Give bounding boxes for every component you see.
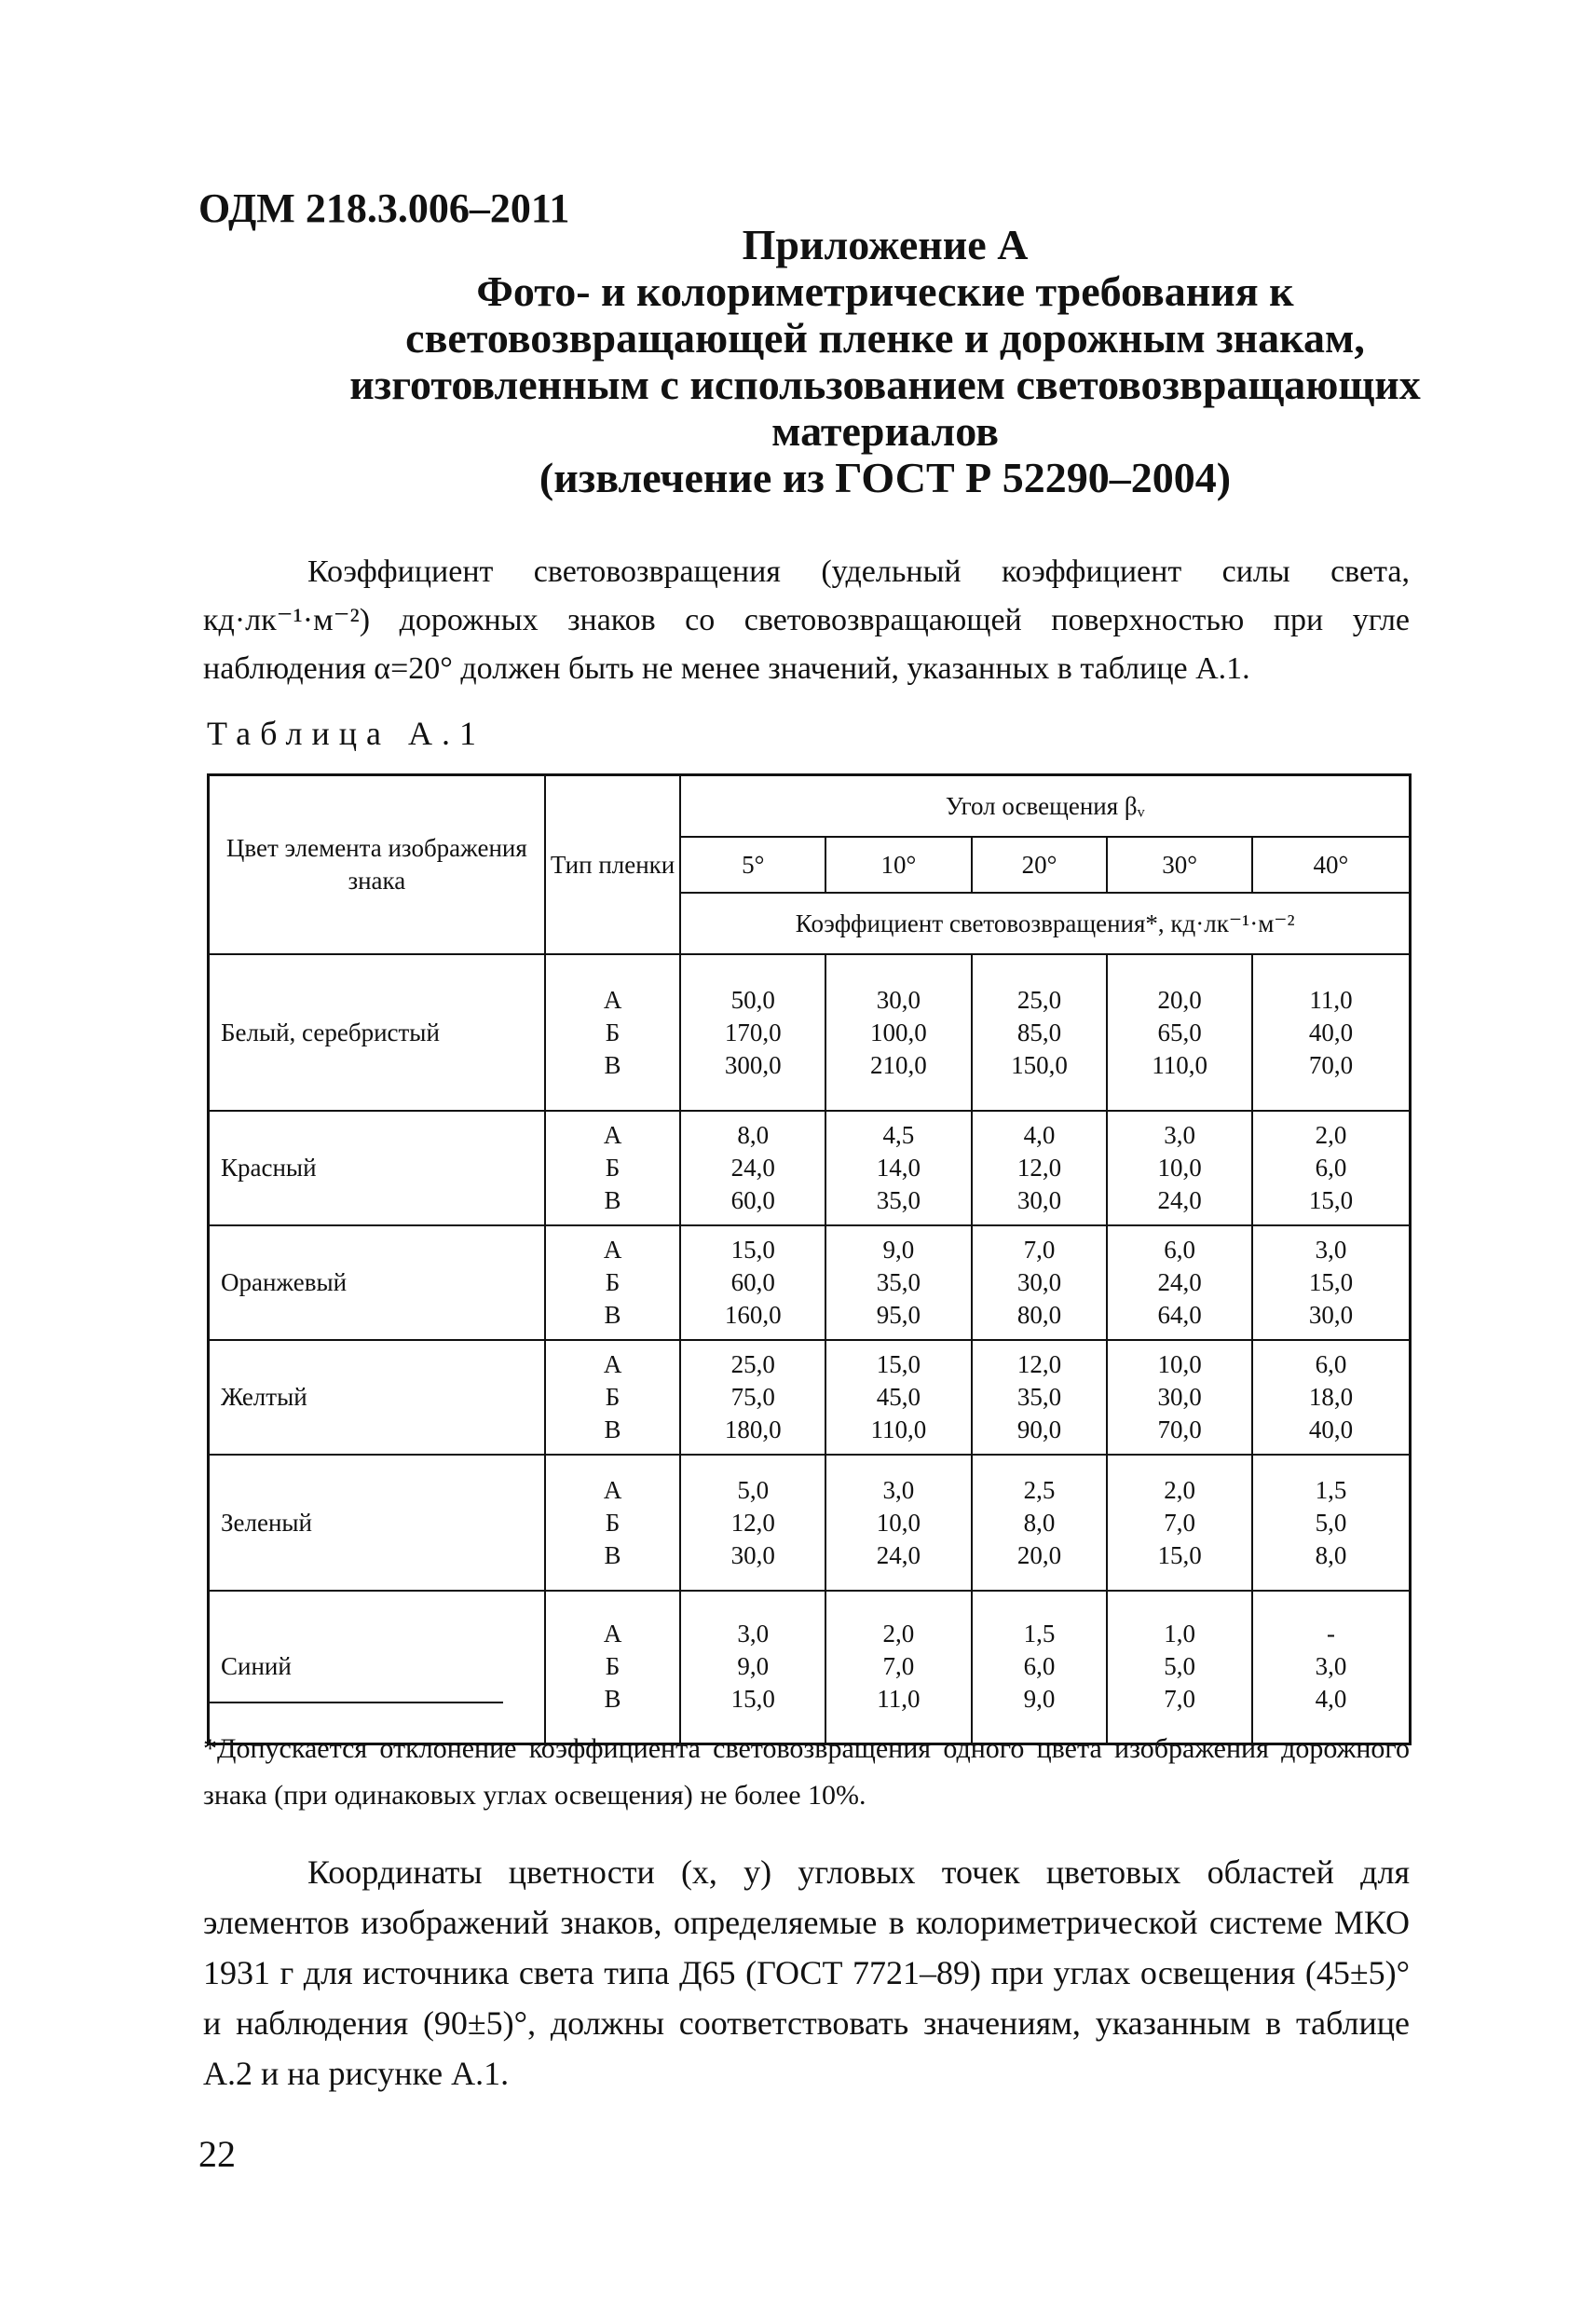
angle-cell: 40° xyxy=(1252,837,1411,893)
cell-value: 10,0 30,0 70,0 xyxy=(1107,1340,1252,1455)
page-number: 22 xyxy=(198,2133,236,2175)
angle-cell: 5° xyxy=(680,837,825,893)
table-row xyxy=(209,1591,1411,1744)
cell-value: 11,0 40,0 70,0 xyxy=(1252,954,1411,1111)
cell-color: Зеленый xyxy=(209,1455,545,1591)
cell-color: Красный xyxy=(209,1111,545,1225)
angle-cell: 30° xyxy=(1107,837,1252,893)
cell-value: 9,0 35,0 95,0 xyxy=(825,1225,972,1340)
header-coefficient: Коэффициент световозвращения*, кд·лк⁻¹·м⁻² xyxy=(680,893,1410,954)
intro-paragraph-text: Коэффициент световозвращения (удельный коэффициент силы света, кд·лк⁻¹·м⁻²) дорожных знаков со световозвращающей поверхностью при угле наблюдения α=20° должен быть не менее значений, указанных в таблице А.1. xyxy=(203,554,1410,686)
cell-value: 5,0 12,0 30,0 xyxy=(680,1455,825,1591)
table-row xyxy=(209,1225,1411,1340)
header-film-type: Тип пленки xyxy=(545,775,681,955)
appendix-heading xyxy=(224,222,1547,501)
angle-cell: 20° xyxy=(972,837,1108,893)
footnote-separator xyxy=(207,1702,503,1703)
cell-value: 8,0 24,0 60,0 xyxy=(680,1111,825,1225)
cell-color: Оранжевый xyxy=(209,1225,545,1340)
heading-line: изготовленным с использованием световозвращающих xyxy=(349,361,1421,408)
cell-value: 7,0 30,0 80,0 xyxy=(972,1225,1108,1340)
header-color: Цвет элемента изображения знака xyxy=(209,775,545,955)
cell-value: 2,0 7,0 15,0 xyxy=(1107,1455,1252,1591)
cell-film-type: А Б В xyxy=(545,1225,681,1340)
table-row xyxy=(209,954,1411,1111)
cell-value: - 3,0 4,0 xyxy=(1252,1591,1411,1744)
cell-value: 3,0 9,0 15,0 xyxy=(680,1591,825,1744)
cell-value: 3,0 15,0 30,0 xyxy=(1252,1225,1411,1340)
heading-line: Приложение А xyxy=(742,221,1029,268)
cell-value: 6,0 24,0 64,0 xyxy=(1107,1225,1252,1340)
retroreflection-table xyxy=(207,773,1412,1745)
cell-value: 1,5 5,0 8,0 xyxy=(1252,1455,1411,1591)
cell-film-type: А Б В xyxy=(545,1111,681,1225)
angle-cell: 10° xyxy=(825,837,972,893)
cell-value: 2,5 8,0 20,0 xyxy=(972,1455,1108,1591)
cell-value: 50,0 170,0 300,0 xyxy=(680,954,825,1111)
cell-value: 1,0 5,0 7,0 xyxy=(1107,1591,1252,1744)
cell-film-type: А Б В xyxy=(545,1591,681,1744)
cell-film-type: А Б В xyxy=(545,954,681,1111)
heading-line: материалов xyxy=(771,407,999,455)
document-code: ОДМ 218.3.006–2011 xyxy=(198,185,570,231)
cell-value: 4,5 14,0 35,0 xyxy=(825,1111,972,1225)
header-angle: Угол освещения βᵥ xyxy=(680,775,1410,838)
table-body xyxy=(209,954,1411,1744)
table-row xyxy=(209,1111,1411,1225)
cell-value: 3,0 10,0 24,0 xyxy=(1107,1111,1252,1225)
chromaticity-paragraph xyxy=(203,1847,1410,2099)
table-row xyxy=(209,1455,1411,1591)
heading-line: (извлечение из ГОСТ Р 52290–2004) xyxy=(539,454,1232,501)
table-row xyxy=(209,1340,1411,1455)
cell-color: Синий xyxy=(209,1591,545,1744)
cell-value: 3,0 10,0 24,0 xyxy=(825,1455,972,1591)
cell-value: 1,5 6,0 9,0 xyxy=(972,1591,1108,1744)
cell-value: 2,0 7,0 11,0 xyxy=(825,1591,972,1744)
cell-film-type: А Б В xyxy=(545,1455,681,1591)
cell-value: 2,0 6,0 15,0 xyxy=(1252,1111,1411,1225)
heading-line: световозвращающей пленке и дорожным знакам, xyxy=(405,314,1365,362)
cell-value: 4,0 12,0 30,0 xyxy=(972,1111,1108,1225)
cell-value: 25,0 85,0 150,0 xyxy=(972,954,1108,1111)
cell-value: 6,0 18,0 40,0 xyxy=(1252,1340,1411,1455)
intro-paragraph xyxy=(203,548,1410,693)
cell-color: Желтый xyxy=(209,1340,545,1455)
cell-value: 30,0 100,0 210,0 xyxy=(825,954,972,1111)
cell-value: 25,0 75,0 180,0 xyxy=(680,1340,825,1455)
cell-value: 12,0 35,0 90,0 xyxy=(972,1340,1108,1455)
cell-value: 15,0 45,0 110,0 xyxy=(825,1340,972,1455)
heading-line: Фото- и колориметрические требования к xyxy=(476,267,1294,315)
cell-value: 15,0 60,0 160,0 xyxy=(680,1225,825,1340)
footnote: *Допускается отклонение коэффициента световозвращения одного цвета изображения дорожного знака (при одинаковых углах освещения) не более 10%. xyxy=(203,1733,1410,1811)
table-caption: Таблица А.1 xyxy=(207,715,485,752)
cell-film-type: А Б В xyxy=(545,1340,681,1455)
cell-color: Белый, серебристый xyxy=(209,954,545,1111)
cell-value: 20,0 65,0 110,0 xyxy=(1107,954,1252,1111)
chromaticity-paragraph-text: Координаты цветности (x, y) угловых точек цветовых областей для элементов изображений знаков, определяемые в колориметрической системе МКО 1931 г для источника света типа Д65 (ГОСТ 7721–89) при углах освещения (45±5)° и наблюдения (90±5)°, должны соответствовать значениям, указанным в таблице А.2 и на рисунке А.1. xyxy=(203,1853,1410,2092)
